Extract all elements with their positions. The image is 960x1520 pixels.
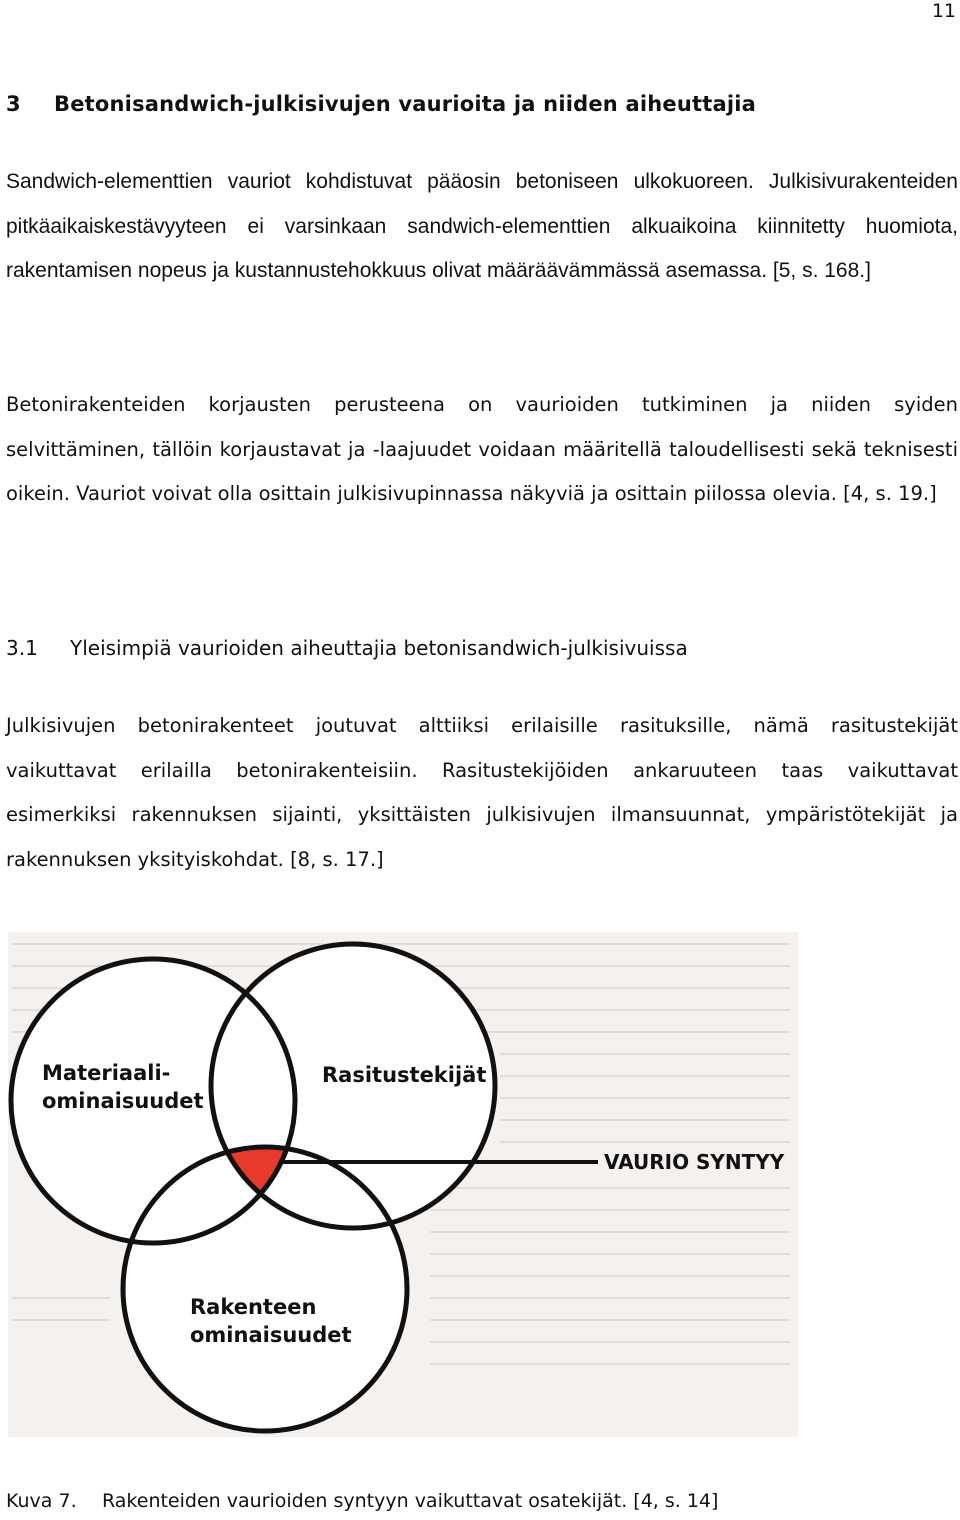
caption-text: Rakenteiden vaurioiden syntyyn vaikuttavat osatekijät. [4, s. 14]	[102, 1490, 719, 1512]
caption-label: Kuva 7.	[6, 1490, 77, 1512]
chapter-title: Betonisandwich-julkisivujen vaurioita ja niiden aiheuttajia	[54, 92, 756, 116]
chapter-heading	[6, 92, 756, 116]
label-structure-line-2: ominaisuudet	[190, 1323, 352, 1347]
page-number: 11	[931, 0, 956, 22]
paragraph-sandwich-damage: Sandwich-elementtien vauriot kohdistuvat pääosin betoniseen ulkokuoreen. Julkisivurakenteiden pitkäaikaiskestävyyteen ei varsinkaan sandwich-elementtien alkuaikoina kiinnitetty huomiota, rakentamisen nopeus ja kustannustehokkuus olivat määräävämmässä asemassa. [5, s. 168.]	[6, 170, 958, 282]
label-stress-factors: Rasitustekijät	[322, 1063, 487, 1087]
figure-caption	[6, 1490, 718, 1512]
label-damage-occurs: VAURIO SYNTYY	[604, 1150, 785, 1174]
paragraph-stress-factors: Julkisivujen betonirakenteet joutuvat alttiiksi erilaisille rasituksille, nämä rasitustekijät vaikuttavat erilailla betonirakenteisiin. Rasitustekijöiden ankaruuteen taas vaikuttavat esimerkiksi rakennuksen sijainti, yksittäisten julkisivujen ilmansuunnat, ympäristötekijät ja rakennuksen yksityiskohdat. [8, s. 17.]	[6, 714, 958, 871]
label-material-line-1: Materiaali-	[42, 1061, 171, 1085]
label-structure-line-1: Rakenteen	[190, 1295, 317, 1319]
chapter-number: 3	[6, 92, 21, 116]
section-number: 3.1	[6, 636, 38, 660]
paragraph-repair-basis: Betonirakenteiden korjausten perusteena on vaurioiden tutkiminen ja niiden syiden selvittäminen, tällöin korjaustavat ja -laajuudet voidaan määritellä taloudellisesti sekä teknisesti oikein. Vauriot voivat olla osittain julkisivupinnassa näkyviä ja osittain piilossa olevia. [4, s. 19.]	[6, 393, 958, 505]
section-title: Yleisimpiä vaurioiden aiheuttajia betonisandwich-julkisivuissa	[70, 636, 688, 660]
section-heading	[6, 636, 688, 660]
label-material-line-2: ominaisuudet	[42, 1089, 204, 1113]
venn-diagram-figure	[0, 926, 800, 1446]
venn-diagram	[0, 926, 800, 1446]
